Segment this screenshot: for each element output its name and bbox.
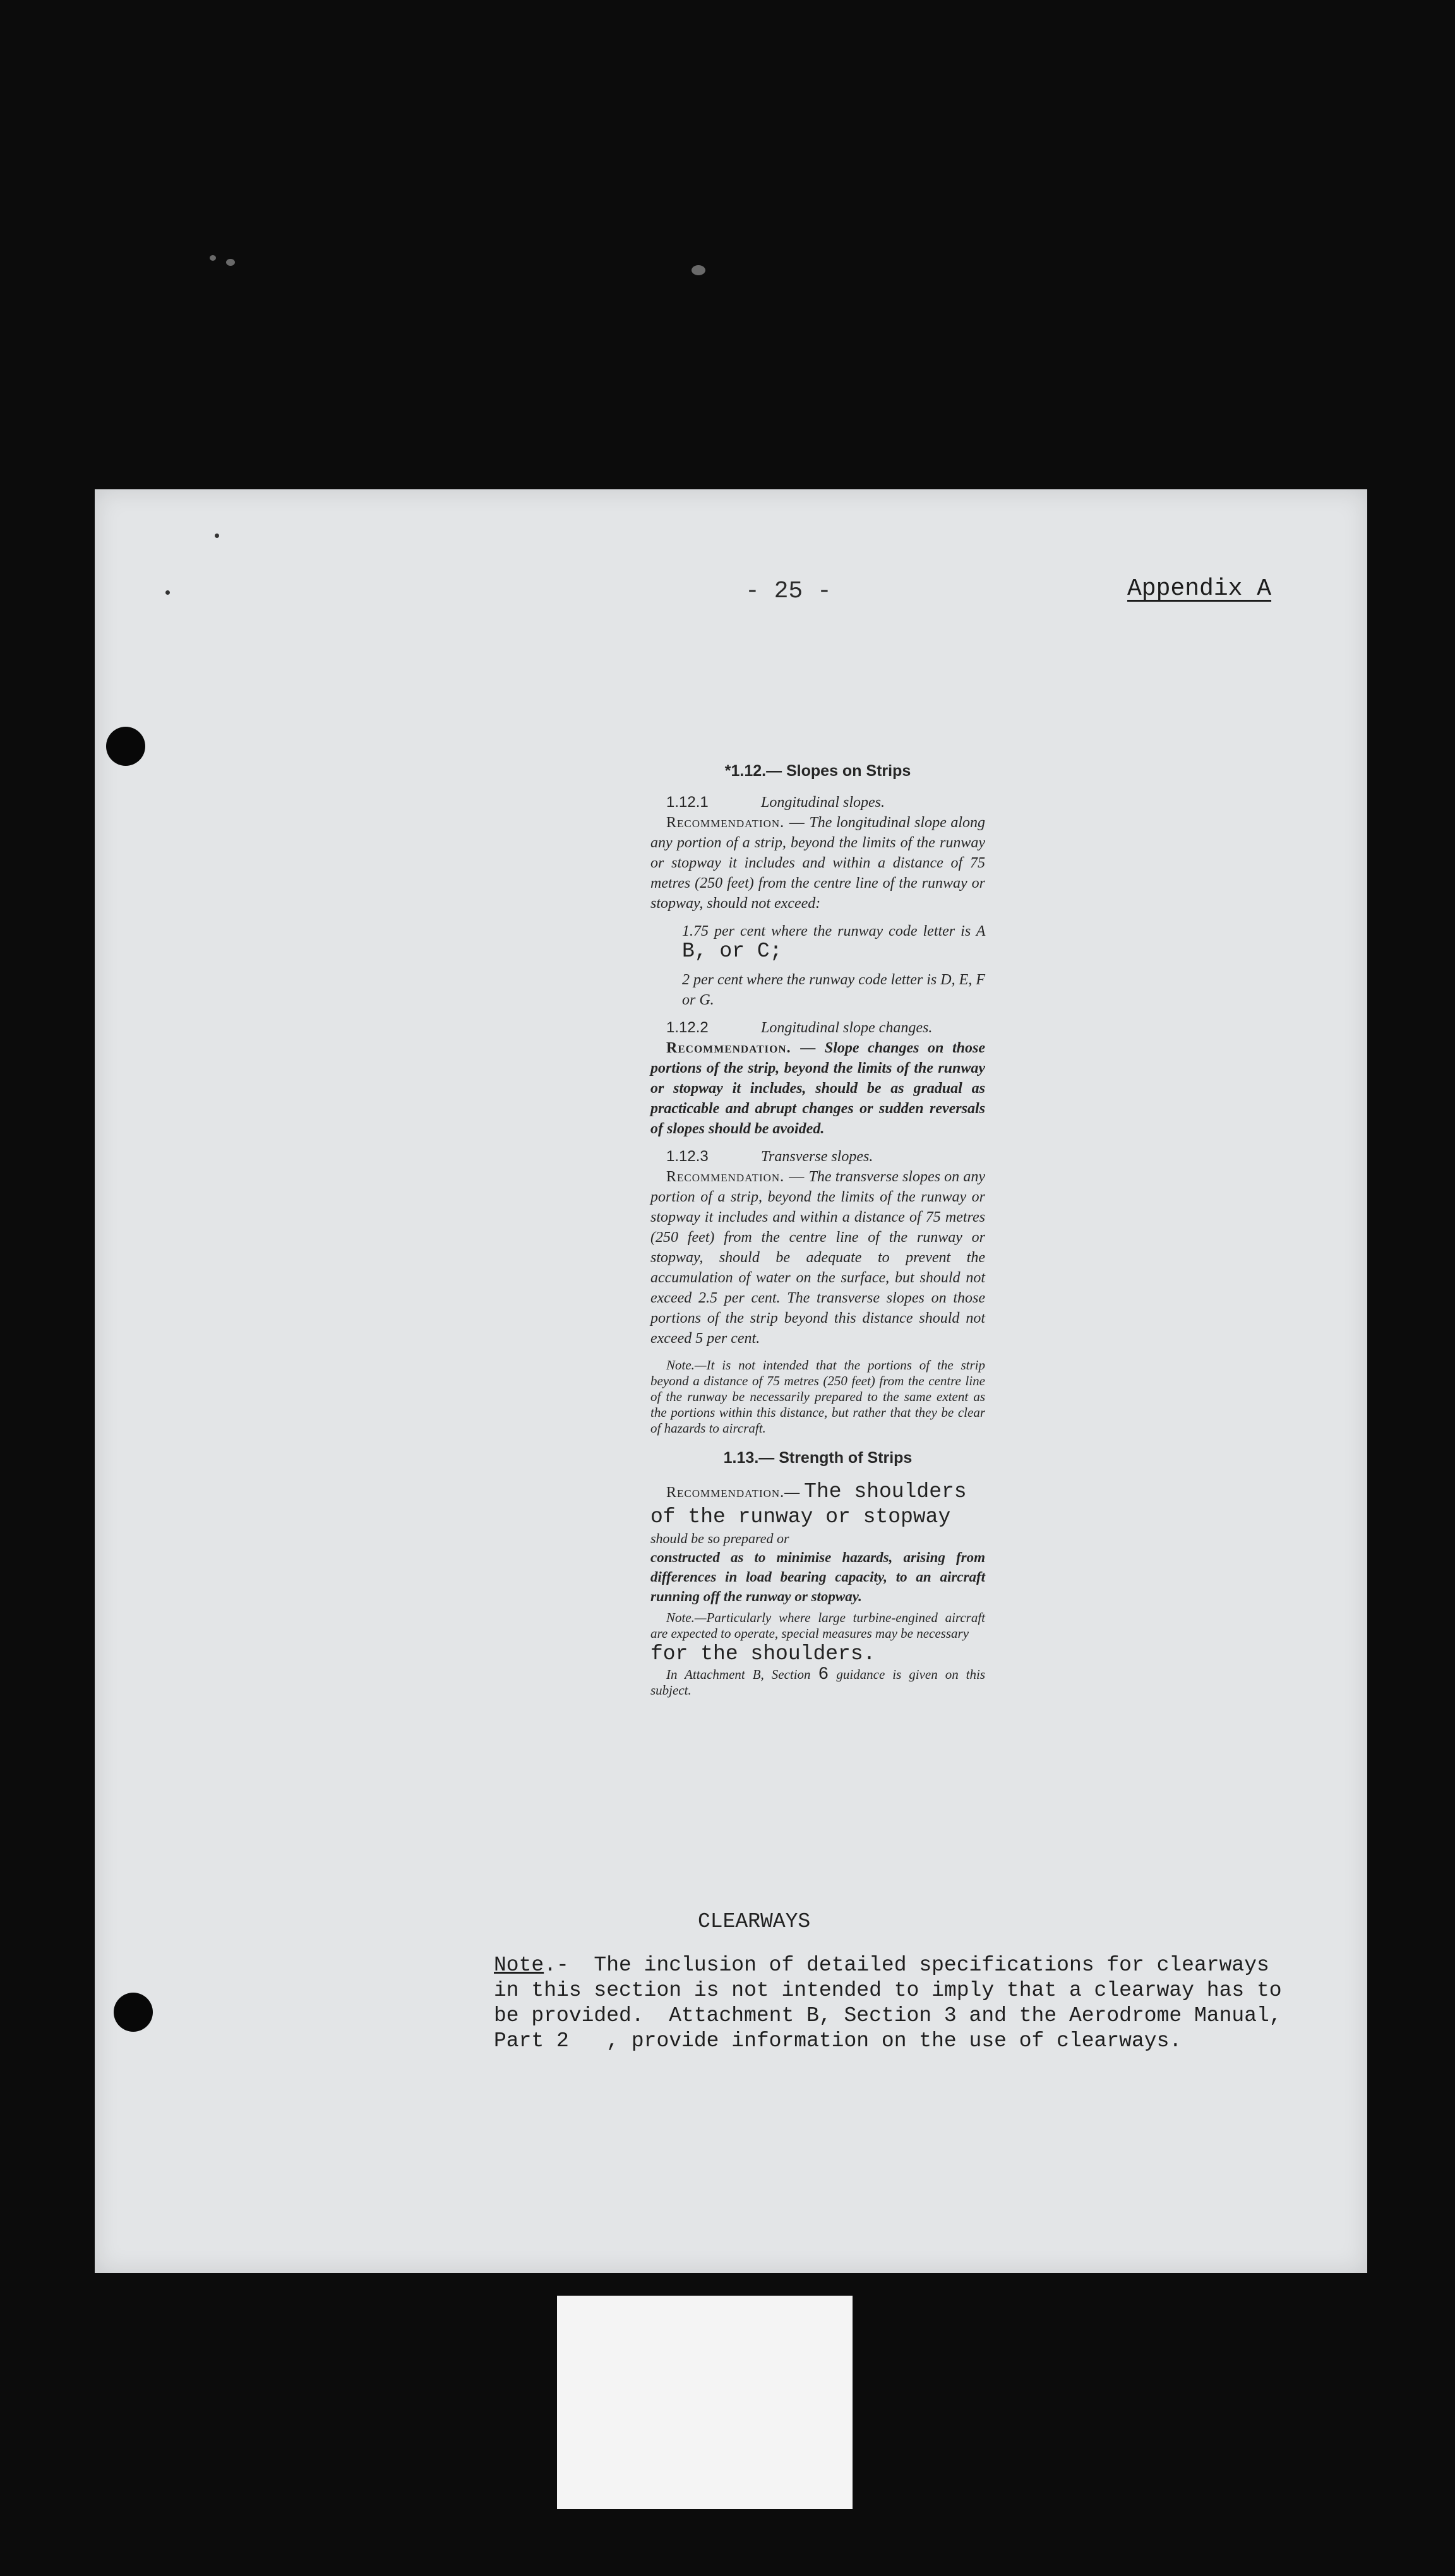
strength-text: should be so prepared or <box>650 1530 789 1546</box>
clearways-note-line: be provided. Attachment B, Section 3 and the Aerodrome Manual, <box>494 2004 1282 2027</box>
reference-text: guidance is given on this subject. <box>650 1667 986 1698</box>
clearways-note-line: Part 2 , provide information on the use of clearways. <box>494 2029 1182 2053</box>
film-speck <box>210 255 216 261</box>
page-dot <box>165 590 170 595</box>
reference-text: In Attachment B, Section <box>666 1667 811 1682</box>
document-page <box>95 489 1367 2273</box>
typed-insert: of the runway or stopway <box>650 1505 951 1529</box>
subsection-heading-1-12-3 <box>650 1147 985 1167</box>
note-text: .- The inclusion of detailed specifications for clearways <box>544 1953 1269 1977</box>
subsection-number: 1.12.2 <box>666 1019 709 1036</box>
subsection-title: Longitudinal slope changes. <box>761 1020 933 1036</box>
typed-insert: B, or C; <box>682 939 782 963</box>
appendix-label: Appendix A <box>1127 575 1272 602</box>
punch-hole-top <box>106 727 145 766</box>
subsection-title: Transverse slopes. <box>761 1148 873 1165</box>
slope-item-2 <box>650 970 985 1010</box>
section-title-1-13: 1.13.— Strength of Strips <box>723 1449 913 1467</box>
recommendation-label: Recommendation. — <box>666 814 805 831</box>
slope-item-text: 2 per cent where the runway code letter is <box>682 972 937 988</box>
strength-text: constructed as to minimise hazards, arising from differences in load bearing capacity, to an aircraft running off the runway or stopway. <box>650 1549 985 1604</box>
recommendation-text: Slope changes on those portions of the strip, beyond the limits of the runway or stopway it includes, should be as gradual as practicable and abrupt changes or sudden reversals of slopes should be avoided. <box>650 1040 986 1137</box>
subsection-title: Longitudinal slopes. <box>761 794 885 811</box>
typed-insert: The shoulders <box>804 1480 967 1503</box>
typed-insert: for the shoulders. <box>650 1642 876 1666</box>
note-1-12-3: Note.—It is not intended that the portions of the strip beyond a distance of 75 metres (250 feet) from the centre line of the runway be necessarily prepared to the same extent as the portions within this distance, but rather that they be clear of hazards to aircraft. <box>650 1357 985 1436</box>
slope-item-1 <box>650 921 985 962</box>
recommendation-1-12-2 <box>650 1038 985 1139</box>
recommendation-label: Recommendation.— <box>666 1484 801 1501</box>
typed-insert: 6 <box>818 1665 829 1685</box>
recommendation-1-13 <box>650 1479 985 1505</box>
recommendation-1-12-1 <box>650 813 985 914</box>
recommendation-text: The transverse slopes on any portion of a strip, beyond the limits of the runway or stopway it includes and within a distance of 75 metres (250 feet) from the centre line of the runway or stopway, should be adequate to prevent the accumulation of water on the surface, but should not exceed 2.5 per cent. The transverse slopes on those portions of the strip beyond this distance should not exceed 5 per cent. <box>650 1169 986 1347</box>
clearways-heading: CLEARWAYS <box>698 1910 811 1933</box>
punch-hole-bottom <box>114 1993 153 2032</box>
page-dot <box>215 534 219 538</box>
film-speck <box>226 259 235 266</box>
slope-item-text: 1.75 per cent where the runway code letter is A <box>682 923 985 939</box>
recommendation-1-12-3 <box>650 1167 985 1349</box>
recommendation-label: Recommendation. — <box>666 1169 805 1185</box>
note-1-13: Note.—Particularly where large turbine-engined aircraft are expected to operate, special measures may be necessary <box>650 1610 985 1641</box>
recommendation-label: Recommendation. — <box>666 1040 817 1056</box>
code-letters: D, E, F or G. <box>682 972 985 1008</box>
subsection-heading-1-12-1 <box>650 792 985 813</box>
printed-column <box>650 761 985 1698</box>
blank-target-card <box>557 2296 853 2509</box>
section-title-1-12: *1.12.— Slopes on Strips <box>724 762 911 780</box>
subsection-heading-1-12-2 <box>650 1018 985 1038</box>
note-1-13-reference <box>650 1667 985 1698</box>
note-label: Note <box>494 1953 544 1977</box>
clearways-note-line: in this section is not intended to imply that a clearway has to <box>494 1979 1282 2002</box>
clearways-note <box>494 1953 1321 2054</box>
subsection-number: 1.12.1 <box>666 794 709 811</box>
page-number: - 25 - <box>745 578 832 605</box>
clearways-note-line <box>494 1953 1321 1978</box>
film-speck <box>692 265 705 275</box>
subsection-number: 1.12.3 <box>666 1148 709 1165</box>
recommendation-text: The longitudinal slope along any portion of a strip, beyond the limits of the runway or stopway it includes and within a distance of 75 metres (250 feet) from the centre line of the runway or stopway, should not exceed: <box>650 814 986 912</box>
